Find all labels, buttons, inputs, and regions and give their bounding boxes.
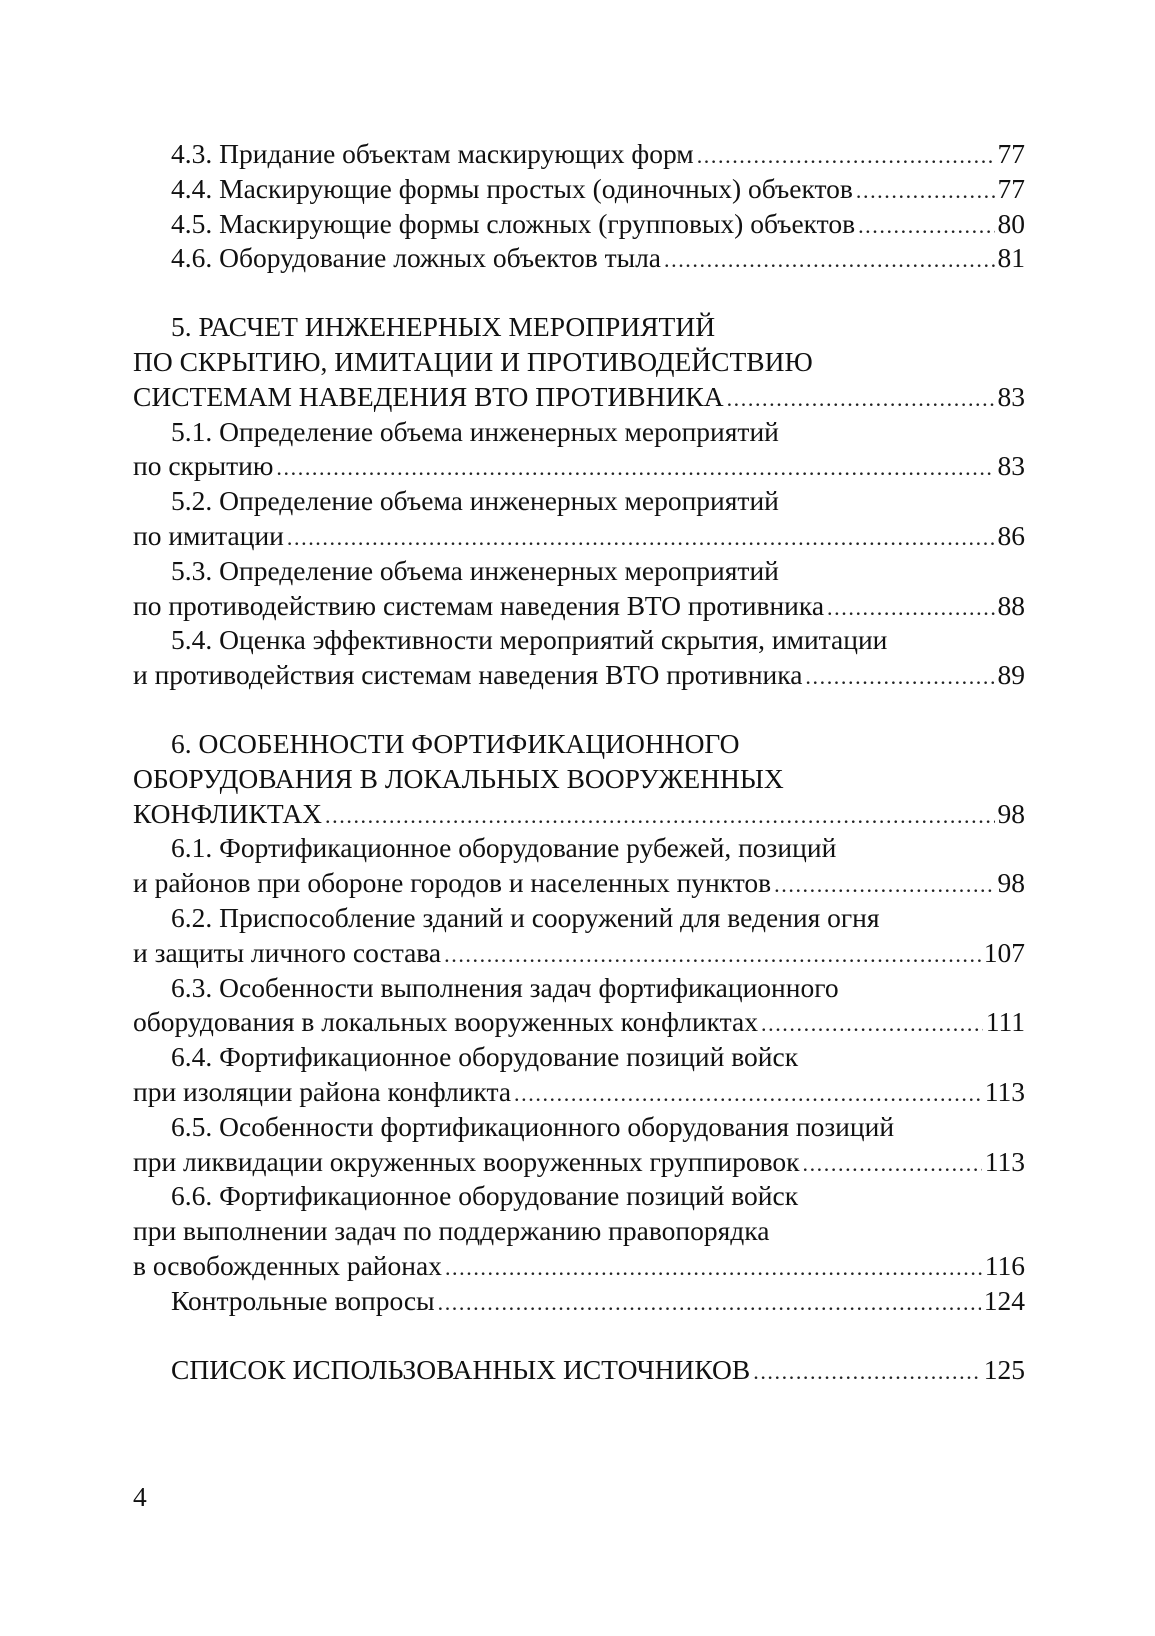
toc-chapter-title: СИСТЕМАМ НАВЕДЕНИЯ ВТО ПРОТИВНИКА bbox=[133, 380, 724, 412]
toc-entry-title: 5.2. Определение объема инженерных мероприятий bbox=[171, 485, 779, 517]
toc-entry-4-6 bbox=[133, 241, 1025, 276]
toc-entry-6-4-line2 bbox=[133, 1075, 1025, 1110]
toc-entry-6-3-line1 bbox=[133, 971, 1025, 1006]
toc-entry-title: по имитации bbox=[133, 519, 284, 551]
toc-entry-5-4-line2 bbox=[133, 658, 1025, 693]
dot-leader bbox=[276, 451, 994, 486]
toc-entry-5-4-line1 bbox=[133, 623, 1025, 658]
toc-chapter-title: ПО СКРЫТИЮ, ИМИТАЦИИ И ПРОТИВОДЕЙСТВИЮ bbox=[133, 345, 813, 377]
toc-entry-page: 98 bbox=[997, 867, 1025, 899]
toc-entry-5-2-line2 bbox=[133, 519, 1025, 554]
toc-entry-title: 4.6. Оборудование ложных объектов тыла bbox=[171, 242, 661, 274]
toc-entry-5-1-line1 bbox=[133, 415, 1025, 450]
toc-entry-title: и противодействия системам наведения ВТО противника bbox=[133, 659, 803, 691]
toc-entry-page: 113 bbox=[984, 1145, 1025, 1177]
toc-chapter-title: 6. ОСОБЕННОСТИ ФОРТИФИКАЦИОННОГО bbox=[171, 727, 740, 759]
dot-leader bbox=[856, 174, 995, 209]
toc-entry-6-1-line1 bbox=[133, 831, 1025, 866]
dot-leader bbox=[761, 1007, 983, 1042]
toc-entry-title: при изоляции района конфликта bbox=[133, 1075, 512, 1107]
toc-entry-5-2-line1 bbox=[133, 484, 1025, 519]
dot-leader bbox=[697, 139, 995, 174]
dot-leader bbox=[753, 1355, 981, 1390]
toc-entry-page: 83 bbox=[997, 380, 1025, 412]
spacer bbox=[133, 1319, 1025, 1353]
toc-entry-title: при ликвидации окруженных вооруженных группировок bbox=[133, 1145, 800, 1177]
page-number: 4 bbox=[133, 1481, 147, 1512]
toc-entry-page: 83 bbox=[997, 450, 1025, 482]
toc-entry-title: и районов при обороне городов и населенных пунктов bbox=[133, 867, 772, 899]
toc-entry-6-2-line1 bbox=[133, 901, 1025, 936]
toc-entry-page: 116 bbox=[984, 1249, 1025, 1281]
toc-entry-6-6-line1 bbox=[133, 1179, 1025, 1214]
toc-entry-page: 77 bbox=[997, 138, 1025, 169]
toc-entry-title: Контрольные вопросы bbox=[171, 1284, 435, 1316]
dot-leader bbox=[802, 1147, 981, 1182]
toc-entry-5-3-line2 bbox=[133, 589, 1025, 624]
dot-leader bbox=[858, 209, 994, 244]
toc-entry-title: 6.1. Фортификационное оборудование рубежей, позиций bbox=[171, 832, 837, 864]
toc-entry-page: 113 bbox=[984, 1075, 1025, 1107]
toc-entry-title: 4.3. Придание объектам маскирующих форм bbox=[171, 138, 694, 169]
toc-entry-page: 111 bbox=[985, 1006, 1025, 1038]
toc-entry-page: 80 bbox=[997, 207, 1025, 239]
toc-entry-6-5-line1 bbox=[133, 1110, 1025, 1145]
toc-entry-title: при выполнении задач по поддержанию правопорядка bbox=[133, 1215, 770, 1247]
toc-entry-page: 107 bbox=[983, 936, 1025, 968]
toc-chapter-6-line1 bbox=[133, 727, 1025, 762]
toc-chapter-5-line1 bbox=[133, 310, 1025, 345]
dot-leader bbox=[774, 868, 994, 903]
toc-entry-title: оборудования в локальных вооруженных конфликтах bbox=[133, 1006, 758, 1038]
toc-entry-6-1-line2 bbox=[133, 866, 1025, 901]
toc-entry-page: 124 bbox=[983, 1284, 1025, 1316]
toc-entry-title: 5.1. Определение объема инженерных мероприятий bbox=[171, 415, 779, 447]
dot-leader bbox=[287, 521, 995, 556]
toc-entry-6-5-line2 bbox=[133, 1145, 1025, 1180]
toc-chapter-5-line2 bbox=[133, 345, 1025, 380]
toc-entry-page: 98 bbox=[997, 797, 1025, 829]
toc-chapter-title: 5. РАСЧЕТ ИНЖЕНЕРНЫХ МЕРОПРИЯТИЙ bbox=[171, 311, 716, 343]
toc-chapter-6-line3 bbox=[133, 797, 1025, 832]
toc-entry-4-3 bbox=[133, 137, 1025, 172]
dot-leader bbox=[805, 660, 994, 695]
dot-leader bbox=[444, 938, 981, 973]
toc-entry-5-3-line1 bbox=[133, 554, 1025, 589]
toc-entry-title: в освобожденных районах bbox=[133, 1249, 442, 1281]
dot-leader bbox=[727, 382, 995, 417]
dot-leader bbox=[514, 1077, 982, 1112]
toc-chapter-5-line3 bbox=[133, 380, 1025, 415]
toc-chapter-6-line2 bbox=[133, 762, 1025, 797]
dot-leader bbox=[438, 1286, 981, 1321]
toc-entry-6-2-line2 bbox=[133, 936, 1025, 971]
dot-leader bbox=[664, 243, 995, 278]
spacer bbox=[133, 276, 1025, 310]
toc-entry-5-1-line2 bbox=[133, 449, 1025, 484]
toc-entry-page: 125 bbox=[983, 1353, 1025, 1385]
toc-entry-6-3-line2 bbox=[133, 1005, 1025, 1040]
toc-entry-title: 4.5. Маскирующие формы сложных (групповых) объектов bbox=[171, 207, 856, 239]
toc-entry-title: и защиты личного состава bbox=[133, 936, 442, 968]
toc-entry-title: 4.4. Маскирующие формы простых (одиночных) объектов bbox=[171, 172, 853, 204]
toc-chapter-title: ОБОРУДОВАНИЯ В ЛОКАЛЬНЫХ ВООРУЖЕННЫХ bbox=[133, 762, 784, 794]
toc-entry-title: по скрытию bbox=[133, 450, 274, 482]
toc-entry-title: 6.6. Фортификационное оборудование позиций войск bbox=[171, 1180, 799, 1212]
dot-leader bbox=[445, 1251, 982, 1286]
toc-entry-questions bbox=[133, 1284, 1025, 1319]
toc-entry-title: 6.2. Приспособление зданий и сооружений для ведения огня bbox=[171, 901, 880, 933]
table-of-contents bbox=[133, 137, 1025, 1387]
toc-entry-page: 77 bbox=[997, 172, 1025, 204]
toc-entry-page: 88 bbox=[997, 589, 1025, 621]
toc-entry-title: 6.3. Особенности выполнения задач фортификационного bbox=[171, 971, 839, 1003]
dot-leader bbox=[325, 799, 994, 834]
toc-entry-title: по противодействию системам наведения ВТО противника bbox=[133, 589, 825, 621]
toc-entry-title: 5.4. Оценка эффективности мероприятий скрытия, имитации bbox=[171, 624, 888, 656]
toc-entry-4-4 bbox=[133, 172, 1025, 207]
toc-entry-title: 5.3. Определение объема инженерных мероприятий bbox=[171, 554, 779, 586]
toc-entry-6-6-line2 bbox=[133, 1214, 1025, 1249]
dot-leader bbox=[827, 591, 994, 626]
toc-entry-page: 86 bbox=[997, 519, 1025, 551]
toc-entry-title: СПИСОК ИСПОЛЬЗОВАННЫХ ИСТОЧНИКОВ bbox=[171, 1353, 751, 1385]
toc-entry-title: 6.4. Фортификационное оборудование позиций войск bbox=[171, 1041, 799, 1073]
toc-entry-6-4-line1 bbox=[133, 1040, 1025, 1075]
toc-entry-page: 89 bbox=[997, 659, 1025, 691]
toc-entry-4-5 bbox=[133, 207, 1025, 242]
toc-chapter-title: КОНФЛИКТАХ bbox=[133, 797, 323, 829]
toc-entry-page: 81 bbox=[997, 242, 1025, 274]
toc-entry-6-6-line3 bbox=[133, 1249, 1025, 1284]
spacer bbox=[133, 693, 1025, 727]
toc-entry-title: 6.5. Особенности фортификационного оборудования позиций bbox=[171, 1110, 895, 1142]
toc-entry-sources bbox=[133, 1353, 1025, 1388]
